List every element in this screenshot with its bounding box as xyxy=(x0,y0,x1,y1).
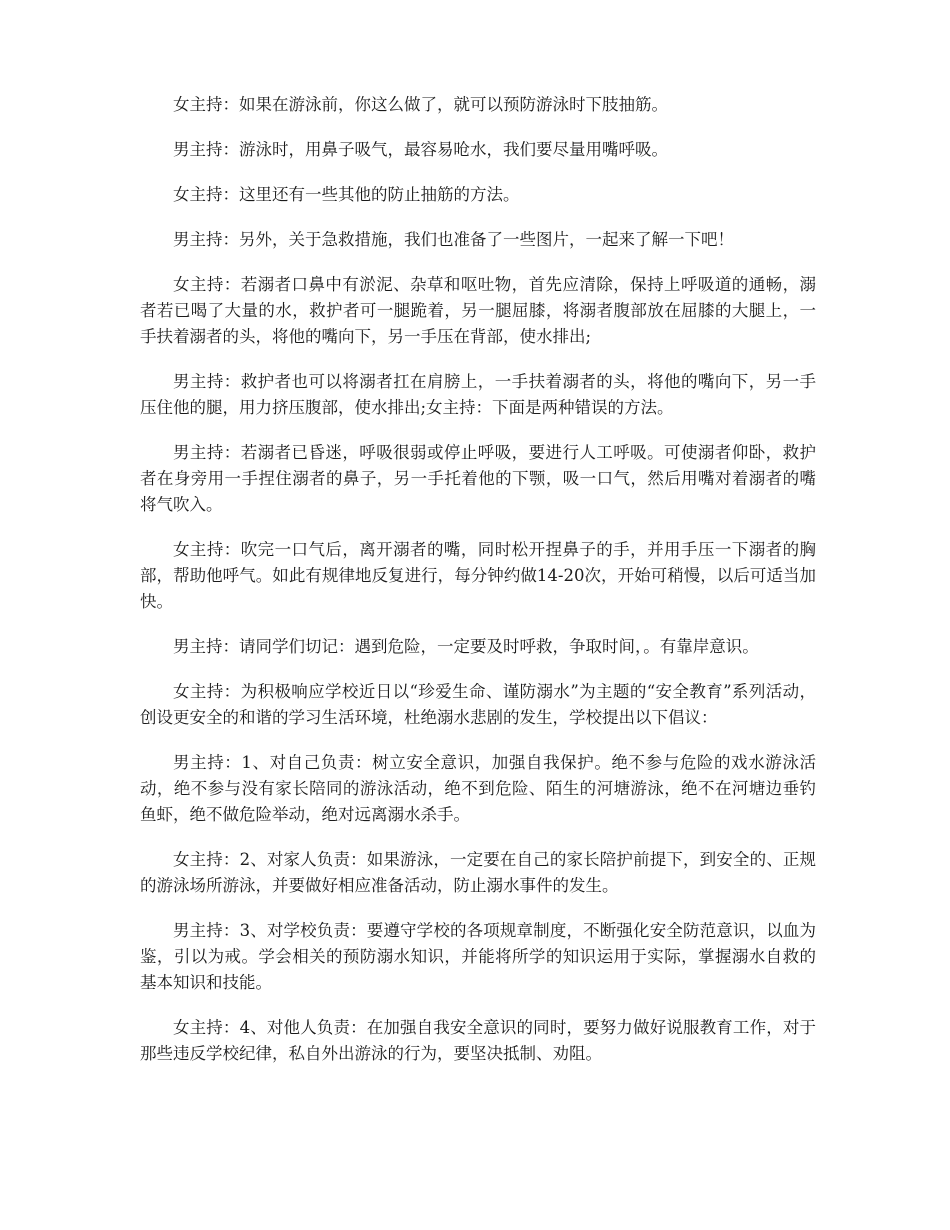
paragraph: 女主持：吹完一口气后，离开溺者的嘴，同时松开捏鼻子的手，并用手压一下溺者的胸部，帮助他呼气。如此有规律地反复进行，每分钟约做14-20次，开始可稍慢，以后可适当加快。 xyxy=(140,540,816,611)
paragraph: 女主持：这里还有一些其他的防止抽筋的方法。 xyxy=(173,185,520,204)
paragraph: 男主持：另外，关于急救措施，我们也准备了一些图片，一起来了解一下吧！ xyxy=(173,230,734,249)
paragraph: 女主持：若溺者口鼻中有淤泥、杂草和呕吐物，首先应清除，保持上呼吸道的通畅，溺者若已喝了大量的水，救护者可一腿跪着，另一腿屈膝，将溺者腹部放在屈膝的大腿上，一手扶着溺者的头，将他的嘴向下，另一手压在背部，使水排出; xyxy=(140,275,816,346)
paragraph: 女主持：为积极响应学校近日以“珍爱生命、谨防溺水”为主题的“安全教育”系列活动，创设更安全的和谐的学习生活环境，杜绝溺水悲剧的发生，学校提出以下倡议： xyxy=(140,682,816,727)
paragraph: 女主持：如果在游泳前，你这么做了，就可以预防游泳时下肢抽筋。 xyxy=(173,95,668,114)
document-body xyxy=(140,92,816,1086)
paragraph: 男主持：3、对学校负责：要遵守学校的各项规章制度，不断强化安全防范意识，以血为鉴，引以为戒。学会相关的预防溺水知识，并能将所学的知识运用于实际，掌握溺水自救的基本知识和技能。 xyxy=(140,921,816,992)
paragraph: 男主持：游泳时，用鼻子吸气，最容易呛水，我们要尽量用嘴呼吸。 xyxy=(173,140,668,159)
paragraph: 男主持：1、对自己负责：树立安全意识，加强自我保护。绝不参与危险的戏水游泳活动，绝不参与没有家长陪同的游泳活动，绝不到危险、陌生的河塘游泳，绝不在河塘边垂钓鱼虾，绝不做危险举动，绝对远离溺水杀手。 xyxy=(140,753,816,824)
paragraph: 男主持：救护者也可以将溺者扛在肩膀上，一手扶着溺者的头，将他的嘴向下，另一手压住他的腿，用力挤压腹部，使水排出;女主持：下面是两种错误的方法。 xyxy=(140,372,816,417)
paragraph: 男主持：请同学们切记：遇到危险，一定要及时呼救，争取时间，。有靠岸意识。 xyxy=(173,637,759,656)
paragraph: 男主持：若溺者已昏迷，呼吸很弱或停止呼吸，要进行人工呼吸。可使溺者仰卧，救护者在身旁用一手捏住溺者的鼻子，另一手托着他的下颚，吸一口气，然后用嘴对着溺者的嘴将气吹入。 xyxy=(140,443,816,514)
paragraph: 女主持：2、对家人负责：如果游泳，一定要在自己的家长陪护前提下，到安全的、正规的游泳场所游泳，并要做好相应准备活动，防止溺水事件的发生。 xyxy=(140,850,816,895)
paragraph: 女主持：4、对他人负责：在加强自我安全意识的同时，要努力做好说服教育工作，对于那些违反学校纪律，私自外出游泳的行为，要坚决抵制、劝阻。 xyxy=(140,1018,816,1063)
